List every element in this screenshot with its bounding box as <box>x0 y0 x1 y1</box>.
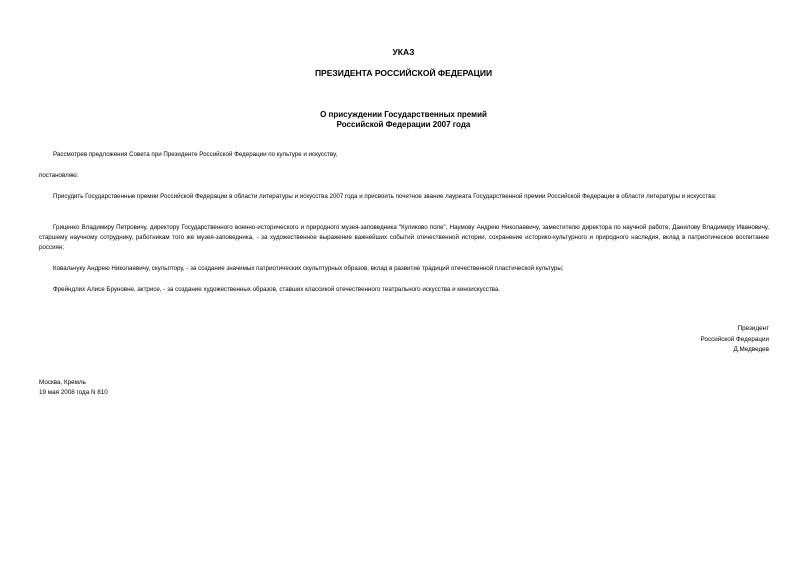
signature-block <box>701 324 769 356</box>
place-date-block <box>39 378 108 397</box>
document-type-heading: УКАЗ <box>392 47 415 57</box>
issuer-heading: ПРЕЗИДЕНТА РОССИЙСКОЙ ФЕДЕРАЦИИ <box>314 68 493 78</box>
document-title-line2: Российской Федерации 2007 года <box>336 120 471 129</box>
laureate-paragraph-museum: Гриценко Владимиру Петровичу, директору Государственного военно-исторического и природного музея-заповедника "Куликово поле", Наумову Андрею Николаевичу, заместителю директора по научной работе, Данилову Владимиру Ивановичу, старшему научному сотруднику, работникам того же музея-заповедника, - за художественное выражение важнейших событий отечественной истории, сохранение историко-культурного и природного наследия, вклад в патриотическое воспитание россиян; <box>39 224 769 251</box>
laureate-paragraph-sculptor: Ковальчуку Андрею Николаевичу, скульптору, - за создание значимых патриотических скульптурных образов, вклад в развитие традиций отечественной пластической культуры; <box>53 265 564 272</box>
award-intro-paragraph: Присудить Государственные премии Российской Федерации в области литературы и искусства 2007 года и присвоить почетное звание лауреата Государственной премии Российской Федерации в области литературы и искусства: <box>53 193 717 200</box>
preamble-paragraph: Рассмотрев предложения Совета при Президенте Российской Федерации по культуре и искусству, <box>53 151 338 158</box>
signature-country: Российской Федерации <box>700 335 769 343</box>
signing-place: Москва, Кремль <box>39 379 86 386</box>
signature-name: Д.Медведев <box>733 346 769 353</box>
document-title-line1: О присуждении Государственных премий <box>320 110 487 119</box>
decree-word-paragraph: постановляю: <box>39 172 79 179</box>
signature-title: Президент <box>737 325 769 332</box>
signing-date-number: 19 мая 2008 года N 810 <box>39 388 108 396</box>
laureate-paragraph-actress: Фрейндлих Алисе Бруновне, актрисе, - за создание художественных образов, ставших классикой отечественного театрального искусства и киноискусства. <box>53 286 501 293</box>
